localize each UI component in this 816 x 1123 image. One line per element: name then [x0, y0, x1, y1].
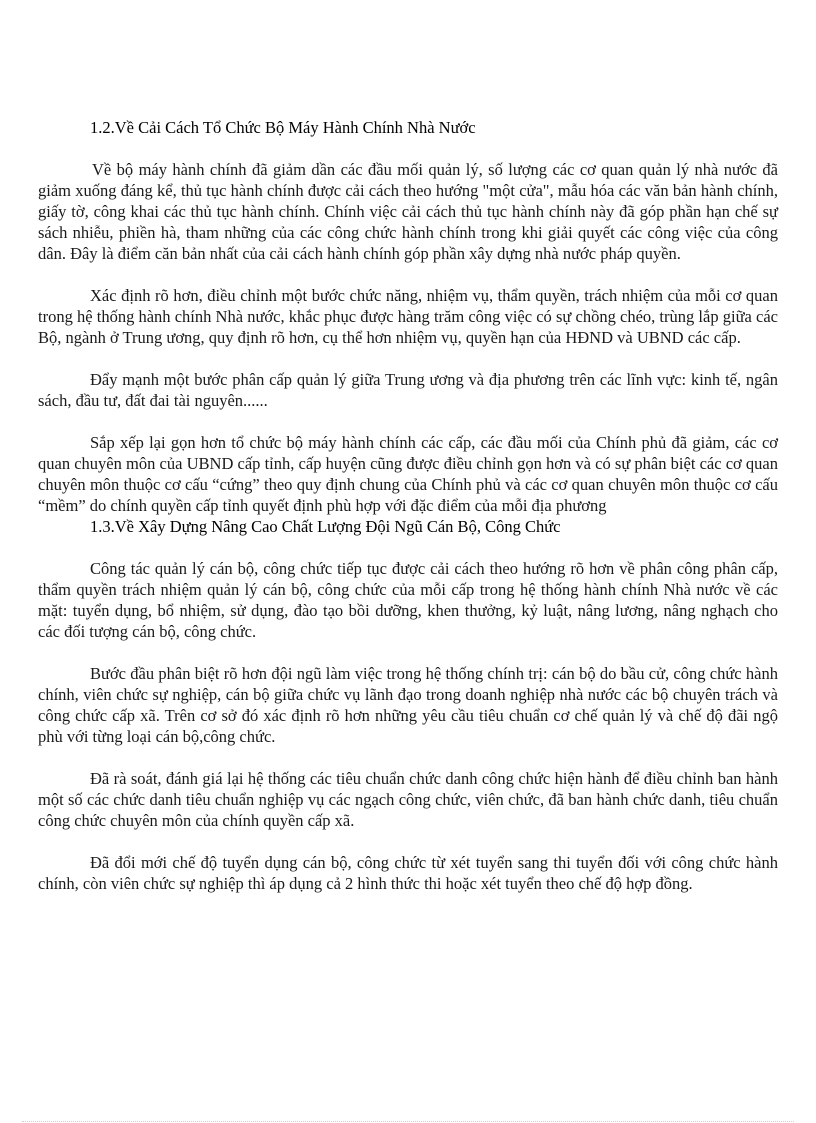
- paragraph: Xác định rõ hơn, điều chỉnh một bước chức năng, nhiệm vụ, thẩm quyền, trách nhiệm của mỗi cơ quan trong hệ thống hành chính Nhà nước, khắc phục được hàng trăm công việc có sự chồng chéo, trùng lắp giữa các Bộ, ngành ở Trung ương, quy định rõ hơn, cụ thể hơn nhiệm vụ, quyền hạn của HĐND và UBND các cấp.: [38, 286, 778, 347]
- section-heading-1-3: 1.3.Về Xây Dựng Nâng Cao Chất Lượng Đội Ngũ Cán Bộ, Công Chức: [90, 517, 561, 536]
- paragraph: Về bộ máy hành chính đã giảm dần các đầu mối quản lý, số lượng các cơ quan quản lý nhà nước đã giảm xuống đáng kể, thủ tục hành chính được cải cách theo hướng "một cửa", mẫu hóa các văn bản hành chính, giấy tờ, công khai các thủ tục hành chính. Chính việc cải cách thủ tục hành chính này đã góp phần hạn chế sự sách nhiễu, phiền hà, tham những của các công chức hành chính trong khi giải quyết các công việc của công dân. Đây là điểm căn bản nhất của cải cách hành chính góp phần xây dựng nhà nước pháp quyền.: [38, 160, 778, 263]
- paragraph: Bước đầu phân biệt rõ hơn đội ngũ làm việc trong hệ thống chính trị: cán bộ do bầu cử, công chức hành chính, viên chức sự nghiệp, cán bộ giữa chức vụ lãnh đạo trong doanh nghiệp nhà nước các bộ chuyên trách và công chức cấp xã. Trên cơ sở đó xác định rõ hơn những yêu cầu tiêu chuẩn cơ chế quản lý và chế độ đãi ngộ phù với từng loại cán bộ,công chức.: [38, 664, 778, 746]
- paragraph: Công tác quản lý cán bộ, công chức tiếp tục được cải cách theo hướng rõ hơn về phân công phân cấp, thẩm quyền trách nhiệm quản lý cán bộ, công chức của mỗi cấp trong hệ thống hành chính Nhà nước về các mặt: tuyển dụng, bổ nhiệm, sử dụng, đào tạo bồi dưỡng, khen thưởng, kỷ luật, nâng lương, nâng nghạch cho các đối tượng cán bộ, công chức.: [38, 559, 778, 641]
- paragraph: Đã rà soát, đánh giá lại hệ thống các tiêu chuẩn chức danh công chức hiện hành để điều chỉnh ban hành một số các chức danh tiêu chuẩn nghiệp vụ các ngạch công chức, viên chức, đã ban hành chức danh, tiêu chuẩn công chức chuyên môn của chính quyền cấp xã.: [38, 769, 778, 830]
- paragraph: Sắp xếp lại gọn hơn tổ chức bộ máy hành chính các cấp, các đầu mối của Chính phủ đã giảm, các cơ quan chuyên môn của UBND cấp tỉnh, cấp huyện cũng được điều chỉnh gọn hơn và có sự phân biệt các cơ quan chuyên môn thuộc cơ cấu “cứng” theo quy định chung của Chính phủ và các cơ quan chuyên môn thuộc cơ cấu “mềm” do chính quyền cấp tỉnh quyết định phù hợp với đặc điểm của mỗi địa phương: [38, 433, 778, 515]
- paragraph: Đẩy mạnh một bước phân cấp quản lý giữa Trung ương và địa phương trên các lĩnh vực: kinh tế, ngân sách, đầu tư, đất đai tài nguyên......: [38, 370, 778, 410]
- section-heading-1-2: 1.2.Về Cải Cách Tổ Chức Bộ Máy Hành Chính Nhà Nước: [90, 118, 476, 137]
- document-body: [38, 117, 778, 894]
- page-bottom-divider: [22, 1121, 794, 1122]
- paragraph: Đã đổi mới chế độ tuyển dụng cán bộ, công chức từ xét tuyển sang thi tuyển đối với công chức hành chính, còn viên chức sự nghiệp thì áp dụng cả 2 hình thức thi hoặc xét tuyển theo chế độ hợp đồng.: [38, 853, 778, 893]
